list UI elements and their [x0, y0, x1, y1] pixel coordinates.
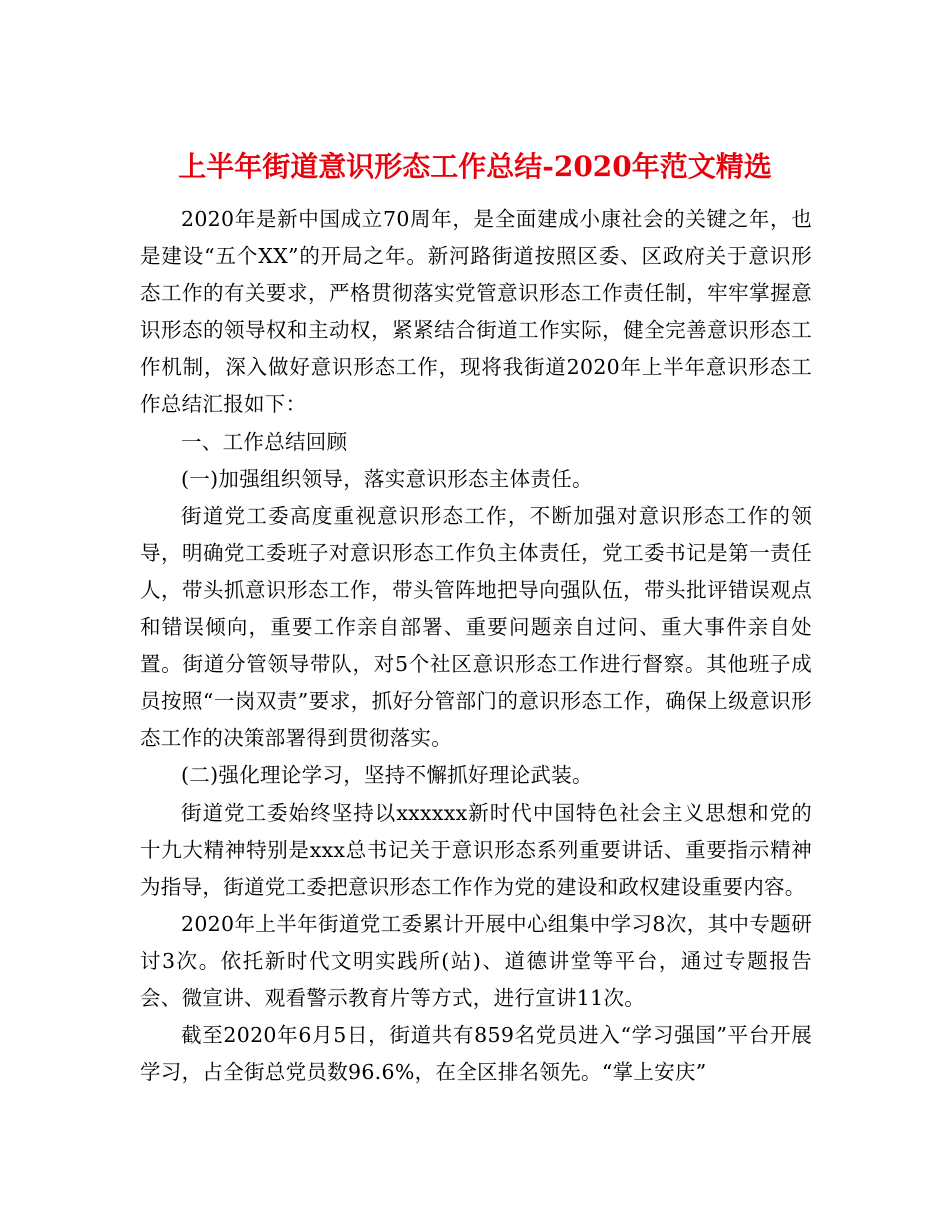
paragraph-leadership: 街道党工委高度重视意识形态工作，不断加强对意识形态工作的领导，明确党工委班子对意识形态工作负主体责任，党工委书记是第一责任人，带头抓意识形态工作，带头管阵地把导向强队伍，带头批评错误观点和错误倾向，重要工作亲自部署、重要问题亲自过问、重大事件亲自处置。街道分管领导带队，对5个社区意识形态工作进行督察。其他班子成员按照“一岗双责”要求，抓好分管部门的意识形态工作，确保上级意识形态工作的决策部署得到贯彻落实。 — [140, 503, 812, 751]
paragraph-intro: 2020年是新中国成立70周年，是全面建成小康社会的关键之年，也是建设“五个XX”的开局之年。新河路街道按照区委、区政府关于意识形态工作的有关要求，严格贯彻落实党管意识形态工作责任制，牢牢掌握意识形态的领导权和主动权，紧紧结合街道工作实际，健全完善意识形态工作机制，深入做好意识形态工作，现将我街道2020年上半年意识形态工作总结汇报如下： — [140, 207, 812, 417]
document-body — [140, 201, 812, 1091]
paragraph-theory-study: 街道党工委始终坚持以xxxxxx新时代中国特色社会主义思想和党的十九大精神特别是xxx总书记关于意识形态系列重要讲话、重要指示精神为指导，街道党工委把意识形态工作作为党的建设和政权建设重要内容。 — [140, 800, 812, 899]
subsection-heading-1: (一)加强组织领导，落实意识形态主体责任。 — [181, 466, 593, 491]
subsection-heading-2: (二)强化理论学习，坚持不懈抓好理论武装。 — [181, 763, 593, 788]
section-heading-review: 一、工作总结回顾 — [181, 429, 348, 454]
paragraph-study-stats: 2020年上半年街道党工委累计开展中心组集中学习8次，其中专题研讨3次。依托新时代文明实践所(站)、道德讲堂等平台，通过专题报告会、微宣讲、观看警示教育片等方式，进行宣讲11次。 — [140, 911, 812, 1010]
paragraph-xuexi-platform: 截至2020年6月5日，街道共有859名党员进入“学习强国”平台开展学习，占全街总党员数96.6%，在全区排名领先。“掌上安庆” — [140, 1023, 812, 1085]
document-title: 上半年街道意识形态工作总结-2020年范文精选 — [178, 149, 772, 183]
